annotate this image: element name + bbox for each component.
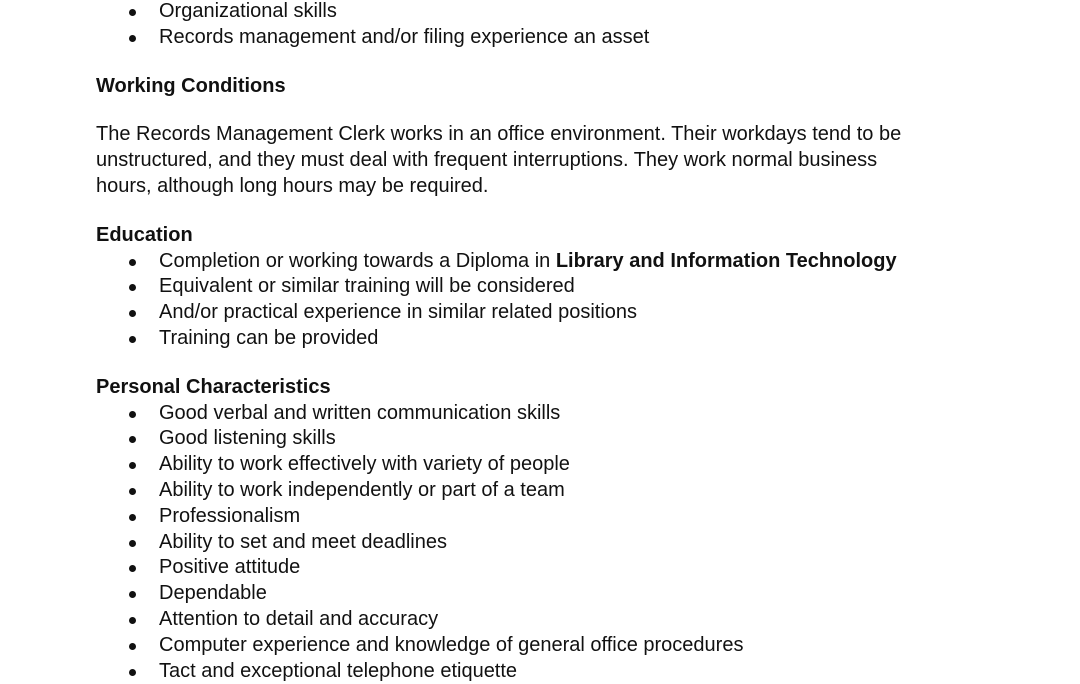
list-item: Ability to set and meet deadlines [96,530,1056,556]
list-item: Records management and/or filing experience an asset [96,25,1056,51]
bullet-icon [129,462,136,469]
working-conditions-line: hours, although long hours may be required. [96,174,489,197]
list-item: Attention to detail and accuracy [96,607,1056,633]
bullet-icon [129,488,136,495]
bullet-icon [129,669,136,676]
working-conditions-line: The Records Management Clerk works in an office environment. Their workdays tend to be [96,123,902,146]
education-heading: Education [96,223,193,246]
bullet-icon [129,336,136,343]
bullet-icon [129,436,136,443]
list-item: Good verbal and written communication skills [96,401,1056,427]
document-page [96,0,1056,684]
list-item: Ability to work independently or part of a team [96,478,1056,504]
education-list [96,249,1056,352]
bullet-icon [129,35,136,42]
list-item: Tact and exceptional telephone etiquette [96,659,1056,684]
list-item: Training can be provided [96,326,1056,352]
bullet-icon [129,9,136,16]
list-item: Positive attitude [96,555,1056,581]
bullet-icon [129,411,136,418]
list-item: Professionalism [96,504,1056,530]
working-conditions-heading: Working Conditions [96,74,286,97]
bullet-icon [129,514,136,521]
working-conditions-line: unstructured, and they must deal with frequent interruptions. They work normal business [96,149,878,172]
bullet-icon [129,565,136,572]
personal-characteristics-heading: Personal Characteristics [96,375,331,398]
list-item: Good listening skills [96,426,1056,452]
list-item: Equivalent or similar training will be considered [96,274,1056,300]
bullet-icon [129,540,136,547]
personal-characteristics-list [96,401,1056,684]
list-item: Ability to work effectively with variety of people [96,452,1056,478]
program-name: Library and Information Technology [555,249,897,272]
bullet-icon [129,591,136,598]
bullet-icon [129,284,136,291]
bullet-icon [129,643,136,650]
list-item: Computer experience and knowledge of general office procedures [96,633,1056,659]
list-item: Dependable [96,581,1056,607]
bullet-icon [129,310,136,317]
bullet-icon [129,617,136,624]
skills-list [96,0,1056,51]
list-item: Completion or working towards a Diploma in Library and Information Technology [96,249,1056,275]
bullet-icon [129,259,136,266]
list-item: And/or practical experience in similar related positions [96,300,1056,326]
list-item: Organizational skills [96,0,1056,25]
